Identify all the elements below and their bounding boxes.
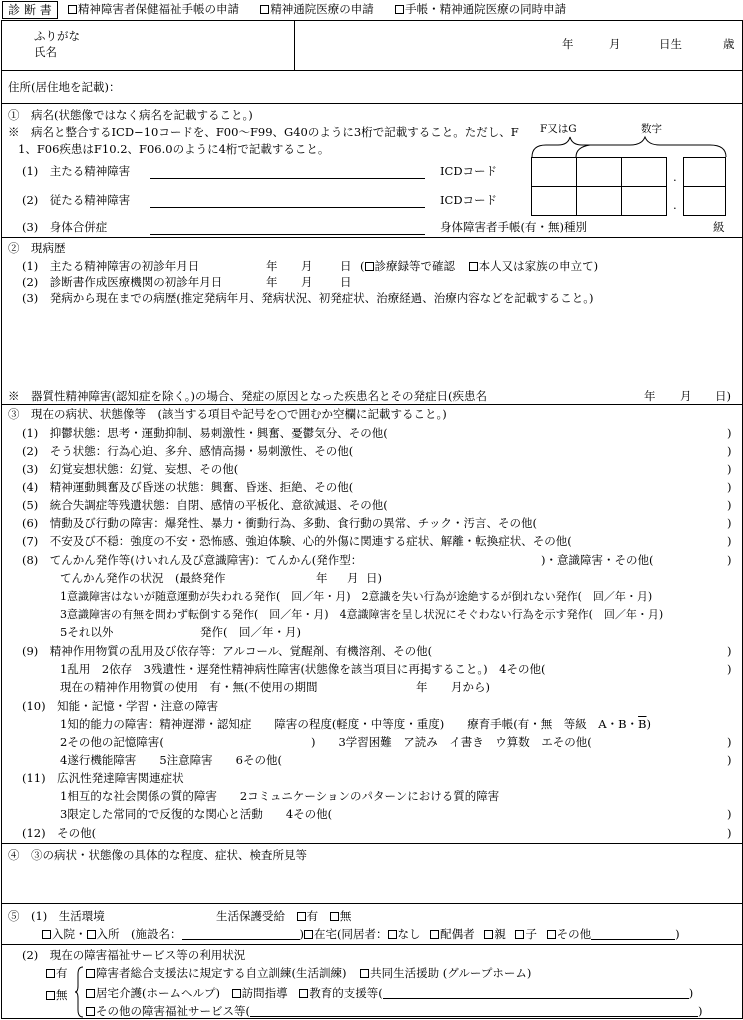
icd-cell-digit-1c[interactable]	[683, 157, 726, 187]
group-home-checkbox[interactable]	[360, 969, 369, 978]
admitted-checkbox[interactable]	[42, 930, 51, 939]
grade-b-overlined: $\overline{B}$	[638, 717, 647, 731]
developmental-social: 1相互的な社会関係の質的障害 2コミュニケーションのパターンにおける質的障害	[60, 789, 500, 803]
services-row-1: 障害者総合支援法に規定する自立訓練(生活訓練) 共同生活援助 (グループホーム)	[86, 968, 531, 980]
symptom-close-paren: )	[727, 462, 732, 476]
epilepsy-heading-2: )・意識障害・その他(	[541, 553, 654, 567]
at-home-checkbox[interactable]	[304, 930, 313, 939]
diagnosis-note-1: ※ 病名と整合するICD−10コードを、F00〜F99、G40のように3桁で記載すること。ただし、F	[8, 125, 519, 139]
cohabit-spouse-checkbox[interactable]	[430, 930, 439, 939]
symptom-close-paren: )	[727, 735, 732, 749]
icd-cell-letter-1[interactable]	[531, 157, 577, 187]
developmental-heading: (11) 広汎性発達障害関連症状	[22, 771, 184, 785]
first-visit-source: ( 診療録等で確認 本人又は家族の申立て)	[360, 259, 599, 273]
epilepsy-status-day: 日)	[366, 571, 382, 585]
icd-cell-letter-2[interactable]	[531, 186, 577, 216]
cognition-executive: 4遂行機能障害 5注意障害 6その他(	[60, 753, 282, 767]
cohabit-parent-checkbox[interactable]	[484, 930, 493, 939]
services-heading: (2) 現在の障害福祉サービス等の利用状況	[22, 948, 246, 962]
symptom-close-paren: )	[727, 534, 732, 548]
physical-complication-field[interactable]	[150, 234, 425, 235]
epilepsy-type-a: 1意識障害はないが随意運動が失われる発作( 回／年・月) 2意識を失い行為が途絶するが倒れない発作( 回／年・月)	[60, 590, 653, 603]
first-visit-month: 月	[301, 259, 313, 273]
icd-dot-1: .	[673, 170, 677, 184]
facility-first-visit-month: 月	[301, 275, 313, 289]
services-row-2: 居宅介護(ホームヘルプ) 訪問指導 教育的支援等( )	[86, 987, 693, 1000]
furigana-label: ふりがな	[34, 29, 80, 43]
residence-line: 入院・ 入所 (施設名： ) 在宅(同居者： なし 配偶者 親 子 その他 )	[42, 928, 680, 941]
main-disorder-field[interactable]	[150, 178, 425, 179]
services-no[interactable]: 無	[46, 990, 68, 1002]
epilepsy-status-month: 月	[347, 571, 359, 585]
organic-disorder-note: ※ 器質性精神障害(認知症を除く。)の場合、発症の原因となった疾患名とその発症日(疾患名	[8, 389, 487, 403]
facility-name-field[interactable]	[182, 928, 300, 940]
icd-dot-2: .	[673, 198, 677, 212]
substance-types: 1乱用 2依存 3残遺性・遅発性精神病性障害(状態像を該当項目に再掲すること。) 4その他(	[60, 662, 546, 676]
organic-note-day: 日)	[715, 389, 731, 403]
age-label: 歳	[723, 37, 735, 51]
cohabit-none-checkbox[interactable]	[388, 930, 397, 939]
welfare-yes-checkbox[interactable]	[297, 912, 306, 921]
substance-current-use: 現在の精神作用物質の使用 有・無(不使用の期間	[60, 680, 318, 694]
symptom-close-paren: )	[727, 444, 732, 458]
cohabit-other-field[interactable]	[591, 928, 675, 940]
icd-cell-digit-1b[interactable]	[621, 157, 667, 187]
cognition-learning: ) 3学習困難 ア読み イ書き ウ算数 エその他(	[311, 735, 592, 749]
organic-note-year: 年	[644, 389, 656, 403]
symptom-depression: (1) 抑鬱状態：思考・運動抑制、易刺激性・興奮、憂鬱気分、その他(	[22, 426, 388, 440]
substance-current-use-year: 年	[416, 680, 428, 694]
diagnosis-note-2: 1、F06疾患はF10.2、F06.0のように4桁で記載すること。	[18, 142, 330, 156]
cognition-memory: 2その他の記憶障害(	[60, 735, 164, 749]
independence-training-checkbox[interactable]	[86, 969, 95, 978]
self-report-checkbox[interactable]	[469, 262, 478, 271]
symptom-close-paren: )	[727, 807, 732, 821]
dob-year: 年	[562, 37, 574, 51]
first-visit-line: (1) 主たる精神障害の初診年月日	[22, 259, 200, 273]
symptom-excitement: (4) 精神運動興奮及び昏迷の状態：興奮、昏迷、拒絶、その他(	[22, 480, 354, 494]
epilepsy-type-b: 3意識障害の有無を問わず転倒する発作( 回／年・月) 4意識障害を呈し状況にそぐわない行為を示す発作( 回／年・月)	[60, 608, 664, 621]
handbook-grade-label: 級	[713, 220, 725, 234]
document-title: 診 断 書	[8, 3, 52, 17]
services-yes[interactable]: 有	[46, 968, 68, 980]
cohabit-other-checkbox[interactable]	[547, 930, 556, 939]
option-outpatient-checkbox[interactable]: 精神通院医療の申請	[260, 2, 374, 16]
main-disorder-label: (1) 主たる精神障害	[22, 164, 131, 178]
findings-heading: ④ ③の病状・状態像の具体的な程度、症状、検査所見等	[8, 848, 307, 862]
symptom-behavior: (6) 情動及び行動の障害：爆発性、暴力・衝動行為、多動、食行動の異常、チック・汚言、その他(	[22, 516, 537, 530]
history-detail-line: (3) 発病から現在までの病歴(推定発病年月、発病状況、初発症状、治療経過、治療内容などを記載すること。)	[22, 291, 594, 305]
other-services-checkbox[interactable]	[86, 1007, 95, 1016]
visit-guidance-checkbox[interactable]	[232, 989, 241, 998]
facility-first-visit-day: 日	[340, 275, 352, 289]
developmental-repetitive: 3限定した常同的で反復的な関心と活動 4その他(	[60, 807, 333, 821]
icd-cell-digit-1a[interactable]	[576, 157, 622, 187]
epilepsy-status-year: 年	[316, 571, 328, 585]
address-label: 住所(居住地を記載)：	[8, 80, 121, 94]
living-heading: ⑤ (1) 生活環境	[8, 909, 105, 923]
cognition-heading: (10) 知能・記憶・学習・注意の障害	[22, 699, 219, 713]
symptom-close-paren: )	[727, 498, 732, 512]
symptom-close-paren: )	[727, 753, 732, 767]
services-brace-icon	[75, 966, 85, 1018]
epilepsy-heading: (8) てんかん発作等(けいれん及び意識障害)：てんかん(発作型：	[22, 553, 363, 567]
services-row-3: その他の障害福祉サービス等( )	[86, 1005, 703, 1018]
symptom-residual: (5) 統合失調症等残遺状態：自閉、感情の平板化、意欲減退、その他(	[22, 498, 388, 512]
welfare-status: 生活保護受給 有 無	[216, 909, 352, 923]
epilepsy-status: てんかん発作の状況 (最終発作	[60, 571, 226, 585]
epilepsy-type-c: 5それ以外	[60, 625, 114, 639]
icd-bracket-icon	[530, 135, 730, 159]
physical-handbook-label: 身体障害者手帳(有・無)種別	[440, 220, 587, 234]
epilepsy-type-c-freq: 発作( 回／年・月)	[200, 625, 301, 639]
document-title-box	[2, 1, 58, 19]
facility-first-visit-year: 年	[266, 275, 278, 289]
education-support-checkbox[interactable]	[299, 989, 308, 998]
icd-cell-digit-2a[interactable]	[576, 186, 622, 216]
sub-disorder-field[interactable]	[150, 207, 425, 208]
physical-complication-label: (3) 身体合併症	[22, 220, 108, 234]
other-services-field[interactable]	[250, 1005, 698, 1017]
symptoms-heading: ③ 現在の病状、状態像等 (該当する項目や記号を○で囲むか空欄に記載すること。)	[8, 407, 447, 421]
record-confirmed-checkbox[interactable]	[365, 262, 374, 271]
substance-current-use-month: 月から)	[451, 680, 490, 694]
facility-checkbox[interactable]	[87, 930, 96, 939]
home-help-checkbox[interactable]	[86, 989, 95, 998]
symptom-close-paren: )	[727, 644, 732, 658]
facility-first-visit-line: (2) 診断書作成医療機関の初診年月日	[22, 275, 223, 289]
application-options	[68, 4, 566, 16]
welfare-no-checkbox[interactable]	[330, 912, 339, 921]
cohabit-child-checkbox[interactable]	[515, 930, 524, 939]
first-visit-year: 年	[266, 259, 278, 273]
icd-cell-digit-2c[interactable]	[683, 186, 726, 216]
diagnosis-heading: ① 病名(状態像ではなく病名を記載すること。)	[8, 108, 253, 122]
option-both-checkbox[interactable]: 手帳・精神通院医療の同時申請	[395, 2, 566, 16]
history-heading: ② 現病歴	[8, 241, 66, 255]
icd-code-label-1: ICDコード	[440, 164, 498, 178]
symptom-anxiety: (7) 不安及び不穏：強度の不安・恐怖感、強迫体験、心的外傷に関連する症状、解離・転換症状、その他(	[22, 534, 572, 548]
education-support-field[interactable]	[383, 987, 689, 999]
icd-code-label-2: ICDコード	[440, 193, 498, 207]
first-visit-day: 日	[340, 259, 352, 273]
sub-disorder-label: (2) 従たる精神障害	[22, 193, 131, 207]
symptom-close-paren: )	[727, 662, 732, 676]
dob-month: 月	[609, 37, 621, 51]
symptom-close-paren: )	[727, 826, 732, 840]
symptom-close-paren: )	[727, 553, 732, 567]
digits-label: 数字	[641, 123, 662, 135]
substance-heading: (9) 精神作用物質の乱用及び依存等：アルコール、覚醒剤、有機溶剤、その他(	[22, 644, 433, 658]
f-or-g-label: F又はG	[540, 123, 577, 135]
symptom-hallucination: (3) 幻覚妄想状態：幻覚、妄想、その他(	[22, 462, 239, 476]
symptom-mania: (2) そう状態：行為心迫、多弁、感情高揚・易刺激性、その他(	[22, 444, 354, 458]
organic-note-month: 月	[680, 389, 692, 403]
symptom-close-paren: )	[727, 480, 732, 494]
option-handbook-checkbox[interactable]: 精神障害者保健福祉手帳の申請	[68, 2, 239, 16]
cognition-intellectual: 1知的能力の障害：精神遅滞・認知症 障害の程度(軽度・中等度・重度) 療育手帳(有・無 等級 A・B・$\overline{B}$)	[60, 717, 651, 731]
symptom-close-paren: )	[727, 516, 732, 530]
dob-day: 日生	[659, 37, 682, 51]
icd-cell-digit-2b[interactable]	[621, 186, 667, 216]
name-label: 氏名	[34, 45, 57, 59]
symptom-close-paren: )	[727, 426, 732, 440]
other-symptom: (12) その他(	[22, 826, 97, 840]
